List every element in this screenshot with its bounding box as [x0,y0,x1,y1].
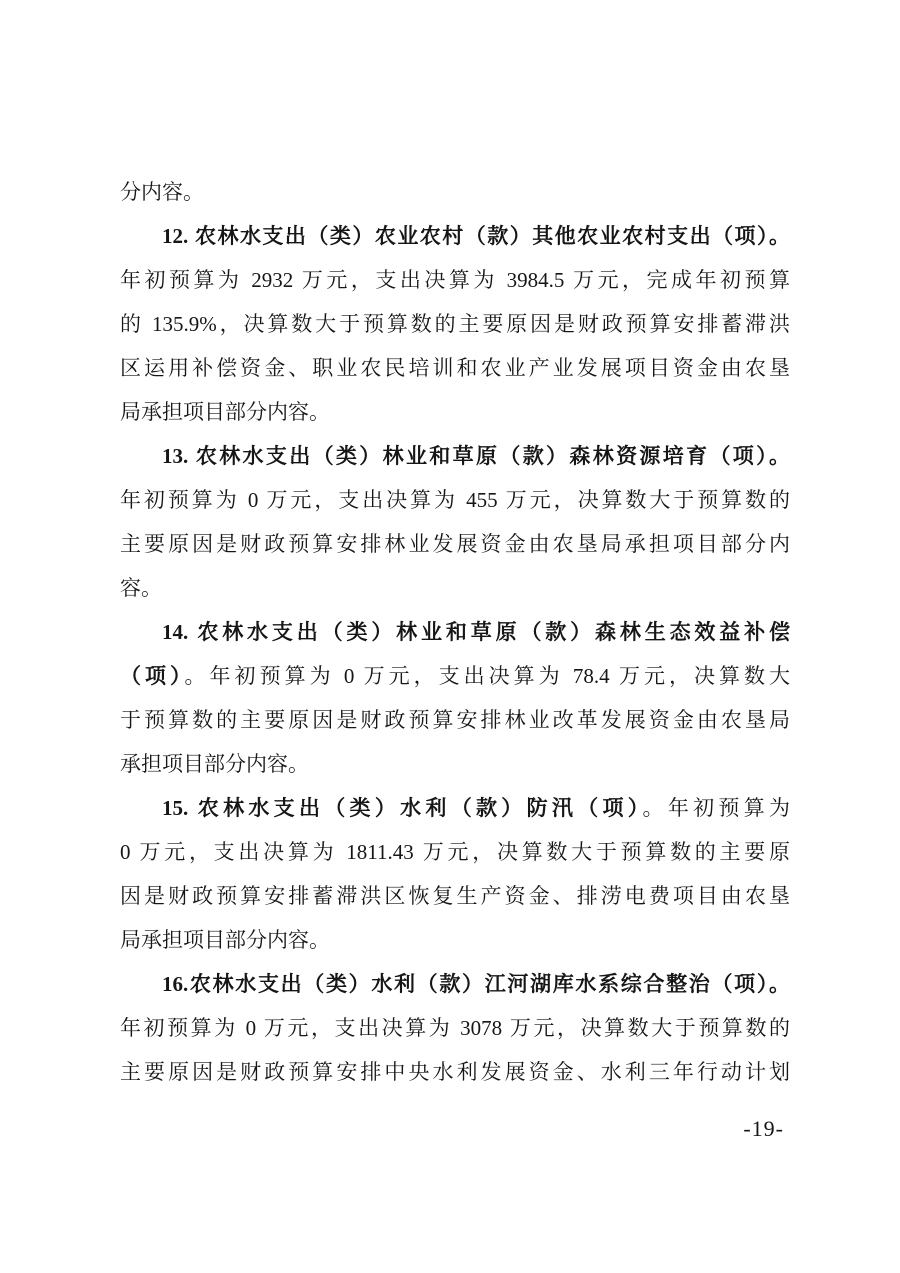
body-text-segment: 主要原因是财政预算安排中央水利发展资金、水利三年行动计划 [120,1060,790,1084]
text-line [120,1006,790,1050]
text-line [120,874,790,918]
item-heading-segment: 15. 农林水支出（类）水利（款）防汛（项） [162,796,643,820]
text-line [120,390,790,434]
body-text-segment: 区运用补偿资金、职业农民培训和农业产业发展项目资金由农垦 [120,356,790,380]
body-text-segment: 容。 [120,576,162,600]
item-heading-segment: 13. 农林水支出（类）林业和草原（款）森林资源培育（项）。 [162,444,790,468]
item-heading-segment: （项） [120,664,185,688]
body-text-segment: 年初预算为 0 万元，支出决算为 455 万元，决算数大于预算数的 [120,488,790,512]
body-text-segment: 0 万元，支出决算为 1811.43 万元，决算数大于预算数的主要原 [120,840,790,864]
text-line [120,610,790,654]
text-line [120,346,790,390]
body-text-segment: 年初预算为 0 万元，支出决算为 3078 万元，决算数大于预算数的 [120,1016,790,1040]
body-text-segment: 因是财政预算安排蓄滞洪区恢复生产资金、排涝电费项目由农垦 [120,884,790,908]
text-line [120,214,790,258]
body-text-segment: 。年初预算为 0 万元，支出决算为 78.4 万元，决算数大 [184,664,790,688]
body-text-segment: 局承担项目部分内容。 [120,928,330,952]
text-line [120,258,790,302]
text-line [120,434,790,478]
text-line [120,1050,790,1094]
text-line [120,786,790,830]
item-heading-segment: 12. 农林水支出（类）农业农村（款）其他农业农村支出（项）。 [162,224,790,248]
body-text-segment: 。年初预算为 [642,796,790,820]
text-line [120,742,790,786]
item-heading-segment: 14. 农林水支出（类）林业和草原（款）森林生态效益补偿 [162,620,790,644]
item-heading-segment: 16.农林水支出（类）水利（款）江河湖库水系综合整治（项）。 [162,972,790,996]
body-text-segment: 的 135.9%，决算数大于预算数的主要原因是财政预算安排蓄滞洪 [120,312,790,336]
text-line [120,654,790,698]
document-lines [120,170,790,1094]
page-number: -19- [743,1116,784,1141]
body-text-segment: 分内容。 [120,180,204,204]
body-text-segment: 承担项目部分内容。 [120,752,309,776]
text-line [120,566,790,610]
text-line [120,830,790,874]
body-text-segment: 于预算数的主要原因是财政预算安排林业改革发展资金由农垦局 [120,708,790,732]
text-line [120,962,790,1006]
text-line [120,170,790,214]
body-text-segment: 年初预算为 2932 万元，支出决算为 3984.5 万元，完成年初预算 [120,268,790,292]
body-text-segment: 局承担项目部分内容。 [120,400,330,424]
body-text-segment: 主要原因是财政预算安排林业发展资金由农垦局承担项目部分内 [120,532,790,556]
text-line [120,302,790,346]
text-line [120,522,790,566]
text-line [120,698,790,742]
text-line [120,918,790,962]
text-line [120,478,790,522]
